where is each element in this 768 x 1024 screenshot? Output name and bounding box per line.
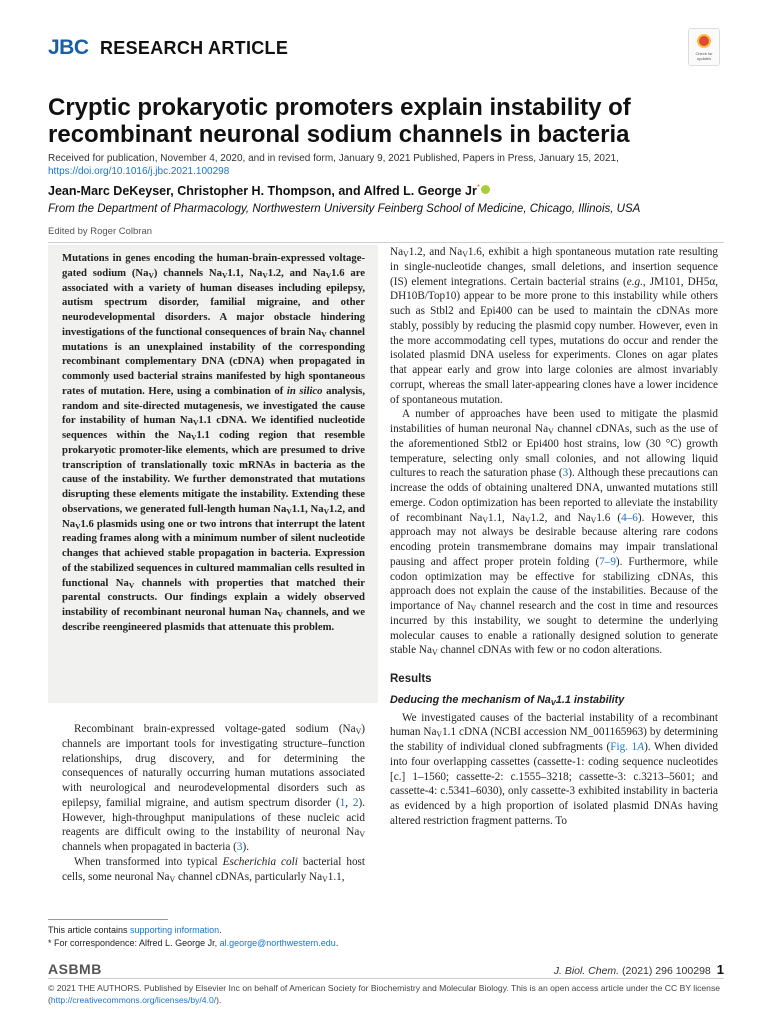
asbmb-logo: ASBMB <box>48 961 102 977</box>
check-updates-icon <box>697 34 711 48</box>
article-title: Cryptic prokaryotic promoters explain instability of recombinant neuronal sodium channels in bacteria <box>48 94 631 148</box>
body-paragraph: We investigated causes of the bacterial instability of a recombinant human $Na_V1.1$ cDNA (NCBI accession NM_001165963) by determining the stability of individual cloned subfragments (Fig. 1A). When divided into four overlapping cassettes (cassette-1: coding sequence nucleotides [c.] 1–1560; cassette-2: c.1555–3218; cassette-3: c.3213–5601; and cassette-4: c.5341–6030), only cassette-3 exhibited instability in bacteria as evidenced by a high proportion of isolated plasmid DNAs having altered restriction fragment patterns. To <box>390 711 718 827</box>
results-heading: Results <box>390 673 432 685</box>
citation-link[interactable]: 4–6 <box>621 511 638 524</box>
author-names: Jean-Marc DeKeyser, Christopher H. Thompson, and Alfred L. George Jr <box>48 184 477 199</box>
author-list <box>48 183 728 198</box>
license-link[interactable]: http://creativecommons.org/licenses/by/4.0/ <box>50 995 217 1005</box>
subsection-heading: Deducing the mechanism of $Na_V1.1$ instability <box>390 693 625 707</box>
dates-text: Received for publication, November 4, 2020, and in revised form, January 9, 2021 Published, Papers in Press, January 15, 2021, <box>48 153 619 164</box>
abstract <box>62 251 365 635</box>
right-column <box>390 245 718 829</box>
footnotes <box>48 924 378 949</box>
header-divider <box>48 242 724 243</box>
journal-name: J. Biol. Chem. <box>553 965 620 977</box>
check-updates-label: Check for updates <box>695 51 713 61</box>
copyright-text: ). <box>216 995 222 1005</box>
footnote-divider <box>48 919 168 920</box>
footnote-text: . <box>219 925 222 935</box>
page-number: 1 <box>716 962 724 977</box>
edited-by: Edited by Roger Colbran <box>48 226 153 237</box>
jbc-logo[interactable]: JBC <box>48 36 89 59</box>
orcid-icon[interactable] <box>481 185 490 194</box>
abstract-paragraph: Mutations in genes encoding the human-brain-expressed voltage-gated sodium $(Na_V)$ channels $Na_V1.1$, $Na_V1.2$, and $Na_V1.6$ are associated with a variety of human diseases including epilepsy, autism spectrum disorder, familial migraine, and other neurodevelopmental disorders. A major obstacle hindering investigations of the functional consequences of brain $Na_V$ channel mutations is an unexplained instability of the corresponding recombinant complementary DNA (cDNA) when propagated in commonly used bacterial strains manifested by high spontaneous rates of mutation. Here, using a combination of in silico analysis, random and site-directed mutagenesis, we investigated the cause for instability of human $Na_V1.1$ cDNA. We identified nucleotide sequences within the $Na_V1.1$ coding region that resemble prokaryotic promoter-like elements, which are presumed to drive transcription of translationally toxic mRNAs in bacteria as the cause of the instability. We further demonstrated that mutations disrupting these elements mitigate the instability. Extending these observations, we generated full-length human $Na_V1.1$, $Na_V1.2$, and $Na_V1.6$ plasmids using one or two introns that interrupt the latent reading frames along with a minimum number of silent nucleotide changes that achieved stable propagation in bacteria. Expression of the stabilized sequences in cultured mammalian cells resulted in functional $Na_V$ channels with properties that matched their parental constructs. Our findings explain a widely observed instability of recombinant neuronal human $Na_V$ channels, and we describe reengineered plasmids that attenuate this problem. <box>62 252 366 633</box>
body-paragraph: Recombinant brain-expressed voltage-gated sodium $(Na_V)$ channels are important tools for investigating structure–function relationships, drug discovery, and for determining the consequences of naturally occurring human mutations associated with neurological and neurodevelopmental disorders such as epilepsy, familial migraine, and autism spectrum disorder (1, 2). However, high-throughput manipulations of these nucleic acid reagents are difficult owing to the instability of neuronal $Na_V$ channels when propagated in bacteria (3). <box>62 723 366 853</box>
figure-link[interactable]: Fig. 1A <box>610 741 645 753</box>
introduction <box>62 722 365 884</box>
copyright-text: © 2021 THE AUTHORS. Published by Elsevier Inc on behalf of American Society for Biochemistry and Molecular Biology. This is an open access article under the CC BY license ( <box>48 983 721 1005</box>
footnote-text: This article contains <box>48 925 131 935</box>
supporting-info-note <box>48 924 378 937</box>
citation-link[interactable]: 2 <box>352 796 359 809</box>
check-for-updates-badge[interactable] <box>688 28 720 66</box>
citation-link[interactable]: 3 <box>562 467 569 480</box>
article-type-label: RESEARCH ARTICLE <box>100 38 289 58</box>
email-link[interactable]: al.george@northwestern.edu <box>219 937 336 948</box>
citation-link[interactable]: 1 <box>339 796 346 809</box>
copyright-notice <box>48 982 724 1006</box>
citation-link[interactable]: 7–9 <box>599 555 616 568</box>
journal-citation <box>554 962 724 977</box>
supporting-info-link[interactable]: supporting information <box>130 925 220 935</box>
page-header <box>48 36 724 66</box>
publication-dates <box>48 152 728 178</box>
affiliation: From the Department of Pharmacology, Northwestern University Feinberg School of Medicine, Chicago, Illinois, USA <box>48 203 641 215</box>
body-paragraph: A number of approaches have been used to mitigate the plasmid instabilities of human neuronal $Na_V$ channel cDNAs, such as the use of the aforementioned Stbl2 or Epi400 host strains, low (30 °C) growth temperature, selecting only small colonies, and not allowing liquid cultures to reach the saturation phase (3). Although these precautions can increase the odds of obtaining unaltered DNA, unwanted mutations still emerge. Codon optimization has been reported to alleviate the instability of recombinant $Na_V1.1$, $Na_V1.2$, and $Na_V1.6$ (4–6). However, this approach may not always be desirable because altering rare codons encoding protein transmembrane domains may impair translational pausing and affect proper protein folding (7–9). Furthermore, while codon optimization may be effective for stabilizing cDNAs, this approach does not explain the cause of the instabilities. Because of the importance of $Na_V$ channel research and the cost in time and resources incurred by this instability, we sought to determine the underlying molecular causes to enable a rationally designed solution to generate stable $Na_V$ channel cDNAs with few or no codon alterations. <box>390 408 718 658</box>
footnote-text: . <box>335 937 339 948</box>
footer-divider <box>48 978 724 979</box>
doi-link[interactable]: https://doi.org/10.1016/j.jbc.2021.100298 <box>48 166 230 177</box>
citation-link[interactable]: 3 <box>236 841 243 853</box>
footnote-text: * For correspondence: Alfred L. George Jr, <box>48 937 220 948</box>
body-paragraph: $Na_V1.2$, and $Na_V1.6$, exhibit a high spontaneous mutation rate resulting in single-nucleotide changes, small deletions, and insertion sequence (IS) element integrations. Certain bacterial strains (e.g., JM101, DH5α, DH10B/Top10) appear to be more prone to this instability while others such as Stbl2 and Epi400 can be used to maintain the cDNAs more stably, possibly by reducing the plasmid copy number. However, even in the more accommodating cell types, mutations do occur and render the isolated plasmid DNA useless for experiments. Clones on agar plates that appear early and grow into large colonies are almost invariably corrupt, whereas the small later-appearing clones have a lower incidence of spontaneous mutation. <box>390 246 718 406</box>
volume-info: (2021) 296 100298 <box>622 965 711 977</box>
correspondence-note <box>48 937 378 950</box>
correspondence-marker: * <box>476 183 480 192</box>
body-paragraph: When transformed into typical Escherichia coli bacterial host cells, some neuronal $Na_V$ channel cDNAs, particularly $Na_V1.1$, <box>62 855 365 884</box>
